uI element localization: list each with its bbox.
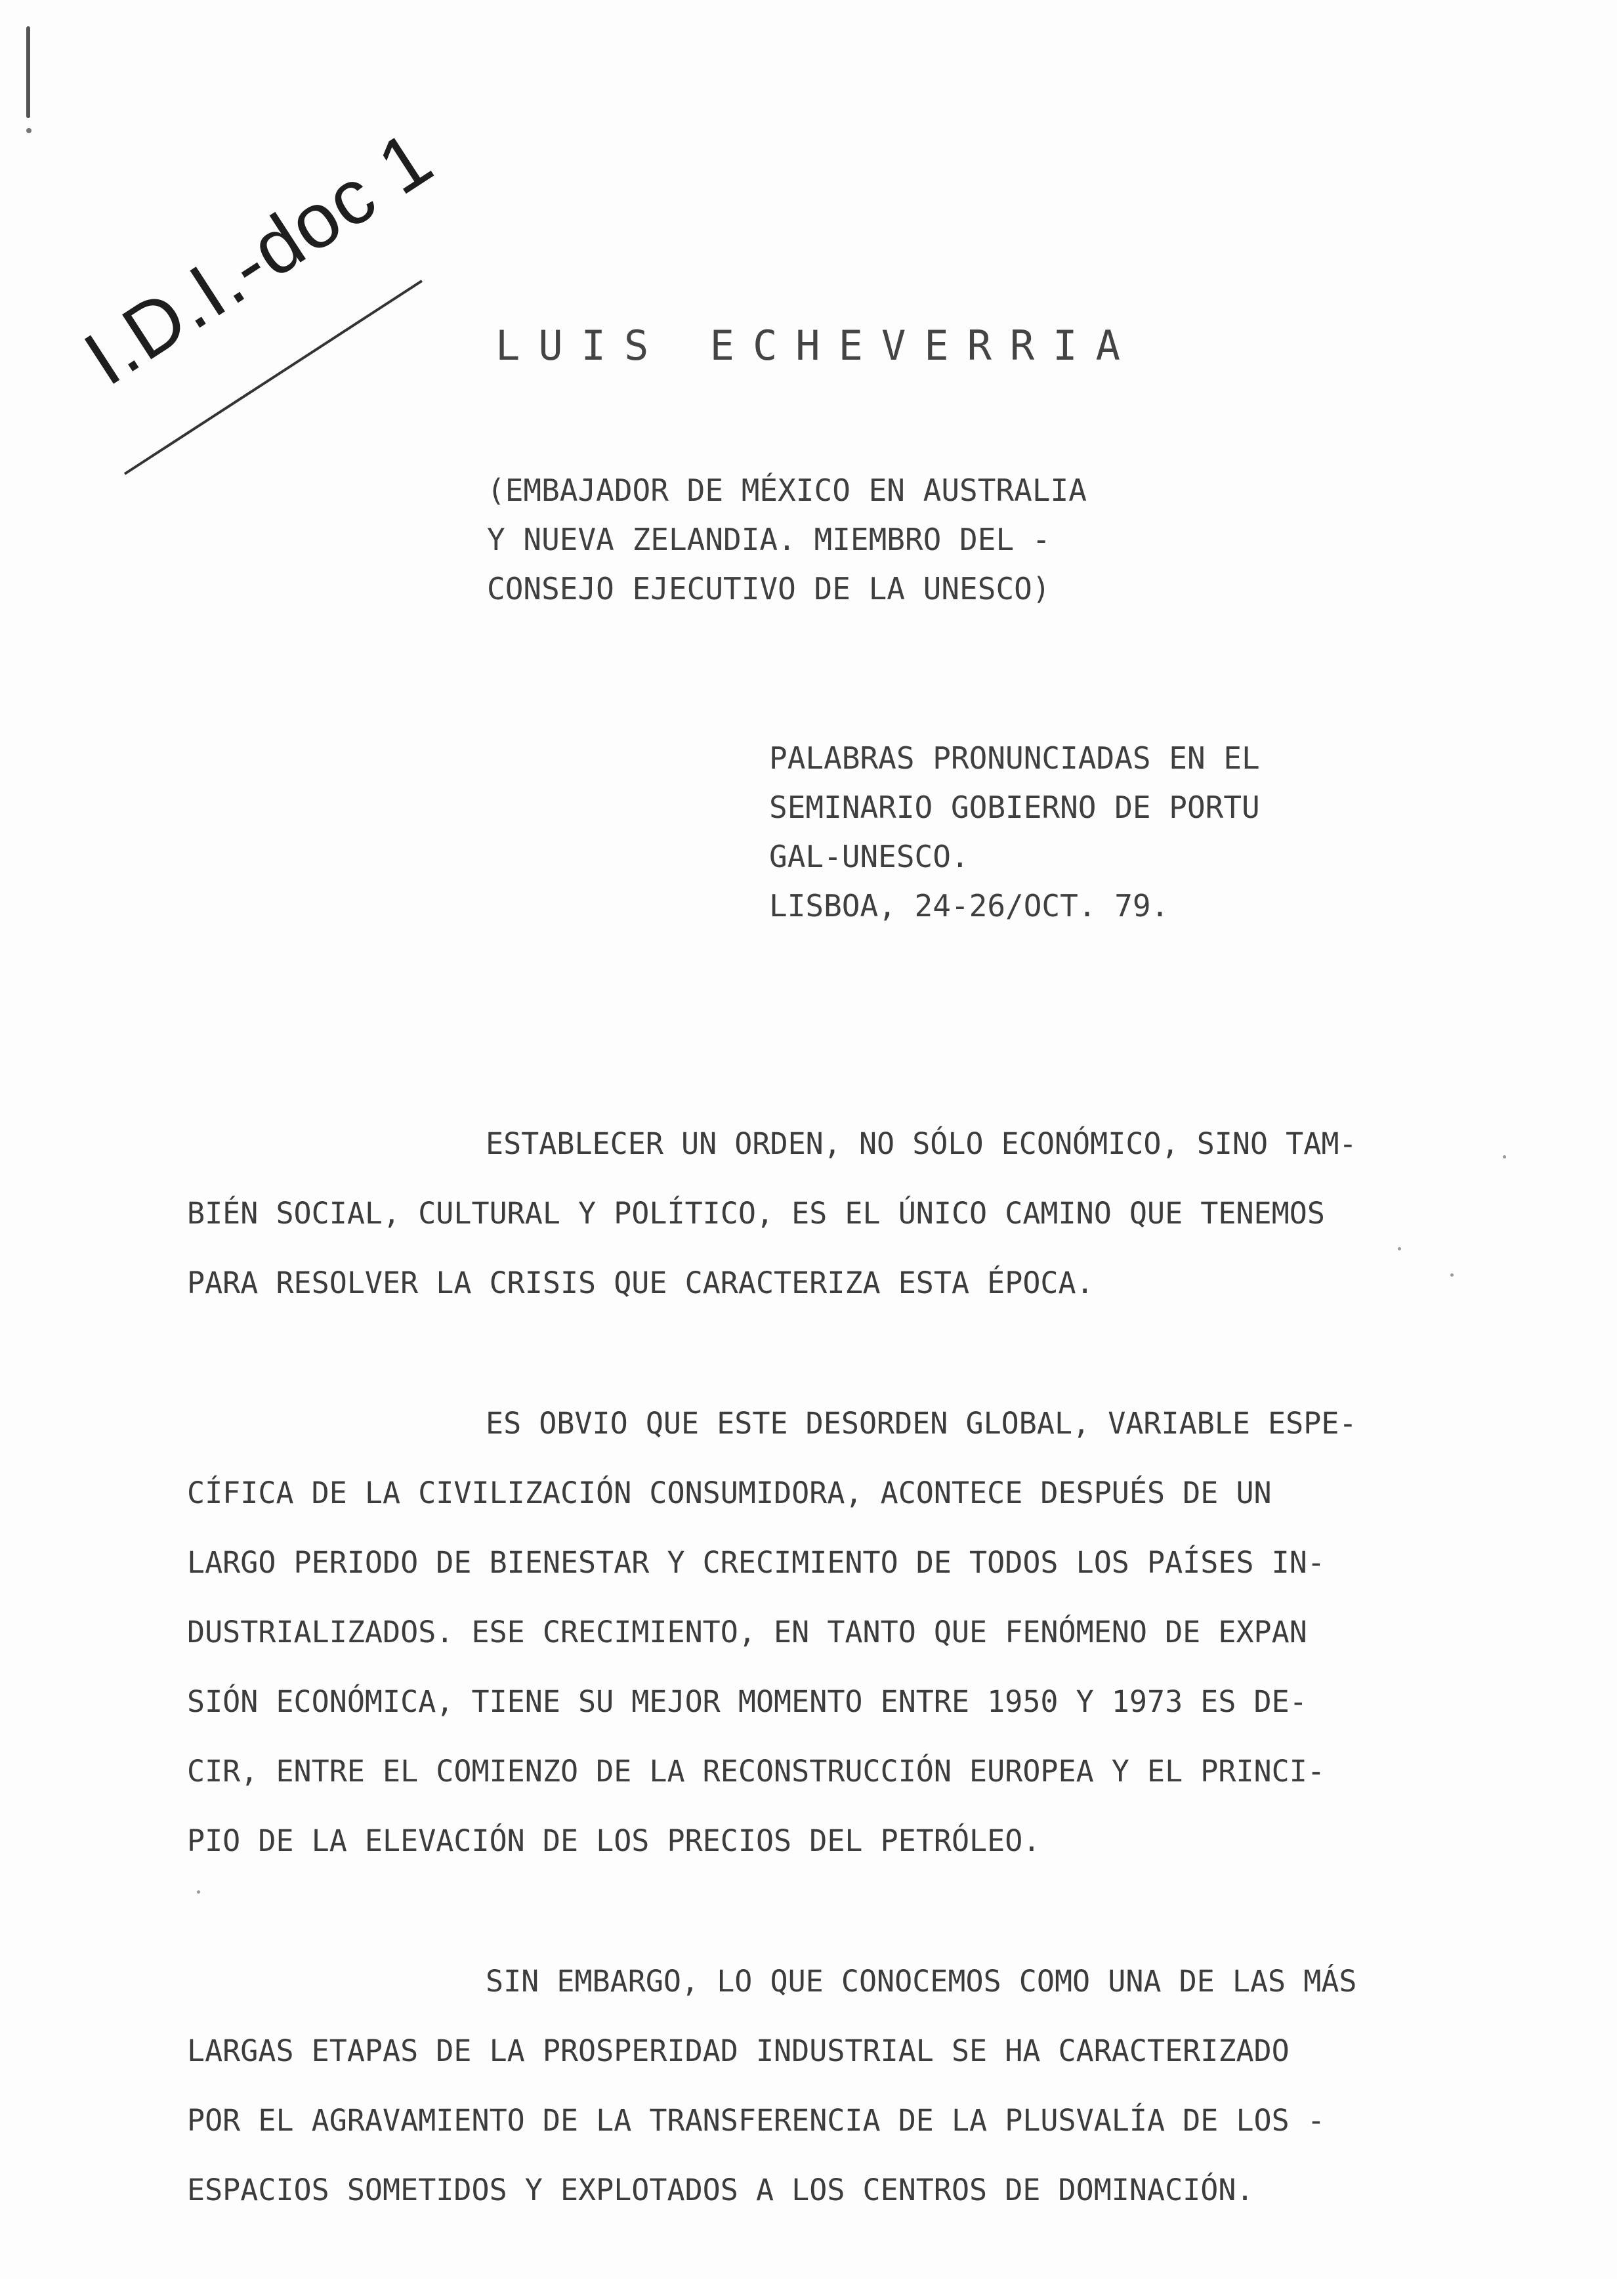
text-line: LARGO PERIODO DE BIENESTAR Y CRECIMIENTO DE TODOS LOS PAÍSES IN- bbox=[187, 1545, 1325, 1580]
paragraph-3 bbox=[187, 1947, 1477, 2225]
author-name: LUIS ECHEVERRIA bbox=[495, 322, 1139, 370]
text-line: ESPACIOS SOMETIDOS Y EXPLOTADOS A LOS CENTROS DE DOMINACIÓN. bbox=[187, 2173, 1254, 2207]
venue-line: LISBOA, 24-26/OCT. 79. bbox=[769, 888, 1169, 924]
text-line: BIÉN SOCIAL, CULTURAL Y POLÍTICO, ES EL ÚNICO CAMINO QUE TENEMOS bbox=[187, 1196, 1325, 1231]
document-body bbox=[187, 1109, 1477, 2296]
handwritten-annotation: I.D.I.-doc 1 bbox=[70, 114, 448, 402]
text-line: DUSTRIALIZADOS. ESE CRECIMIENTO, EN TANTO QUE FENÓMENO DE EXPAN bbox=[187, 1615, 1307, 1649]
corner-dot-mark bbox=[26, 128, 32, 133]
corner-scratch-mark bbox=[26, 26, 30, 118]
venue-line: GAL-UNESCO. bbox=[769, 839, 969, 874]
text-line: ES OBVIO QUE ESTE DESORDEN GLOBAL, VARIABLE ESPE- bbox=[486, 1406, 1357, 1441]
scan-speck bbox=[1398, 1247, 1401, 1250]
text-line: LARGAS ETAPAS DE LA PROSPERIDAD INDUSTRIAL SE HA CARACTERIZADO bbox=[187, 2033, 1290, 2068]
text-line: SIÓN ECONÓMICA, TIENE SU MEJOR MOMENTO ENTRE 1950 Y 1973 ES DE- bbox=[187, 1684, 1307, 1719]
text-line: CIR, ENTRE EL COMIENZO DE LA RECONSTRUCCIÓN EUROPEA Y EL PRINCI- bbox=[187, 1754, 1325, 1789]
text-line: SIN EMBARGO, LO QUE CONOCEMOS COMO UNA DE LAS MÁS bbox=[486, 1964, 1357, 1999]
scan-speck bbox=[1450, 1273, 1454, 1277]
text-line: PARA RESOLVER LA CRISIS QUE CARACTERIZA ESTA ÉPOCA. bbox=[187, 1265, 1094, 1300]
text-line: CÍFICA DE LA CIVILIZACIÓN CONSUMIDORA, ACONTECE DESPUÉS DE UN bbox=[187, 1476, 1272, 1510]
venue-note bbox=[769, 734, 1260, 931]
scan-speck bbox=[1503, 1155, 1506, 1159]
venue-line: PALABRAS PRONUNCIADAS EN EL bbox=[769, 740, 1260, 776]
affiliation-line: CONSEJO EJECUTIVO DE LA UNESCO) bbox=[487, 571, 1051, 606]
paragraph-2 bbox=[187, 1389, 1477, 1876]
text-line: ESTABLECER UN ORDEN, NO SÓLO ECONÓMICO, SINO TAM- bbox=[486, 1126, 1357, 1161]
author-affiliation bbox=[487, 466, 1087, 614]
affiliation-line: Y NUEVA ZELANDIA. MIEMBRO DEL - bbox=[487, 522, 1051, 557]
scan-speck bbox=[197, 1890, 200, 1894]
paragraph-1 bbox=[187, 1109, 1477, 1318]
text-line: PIO DE LA ELEVACIÓN DE LOS PRECIOS DEL PETRÓLEO. bbox=[187, 1823, 1041, 1858]
affiliation-line: (EMBAJADOR DE MÉXICO EN AUSTRALIA bbox=[487, 473, 1087, 508]
text-line: POR EL AGRAVAMIENTO DE LA TRANSFERENCIA DE LA PLUSVALÍA DE LOS - bbox=[187, 2103, 1325, 2138]
venue-line: SEMINARIO GOBIERNO DE PORTU bbox=[769, 790, 1260, 825]
